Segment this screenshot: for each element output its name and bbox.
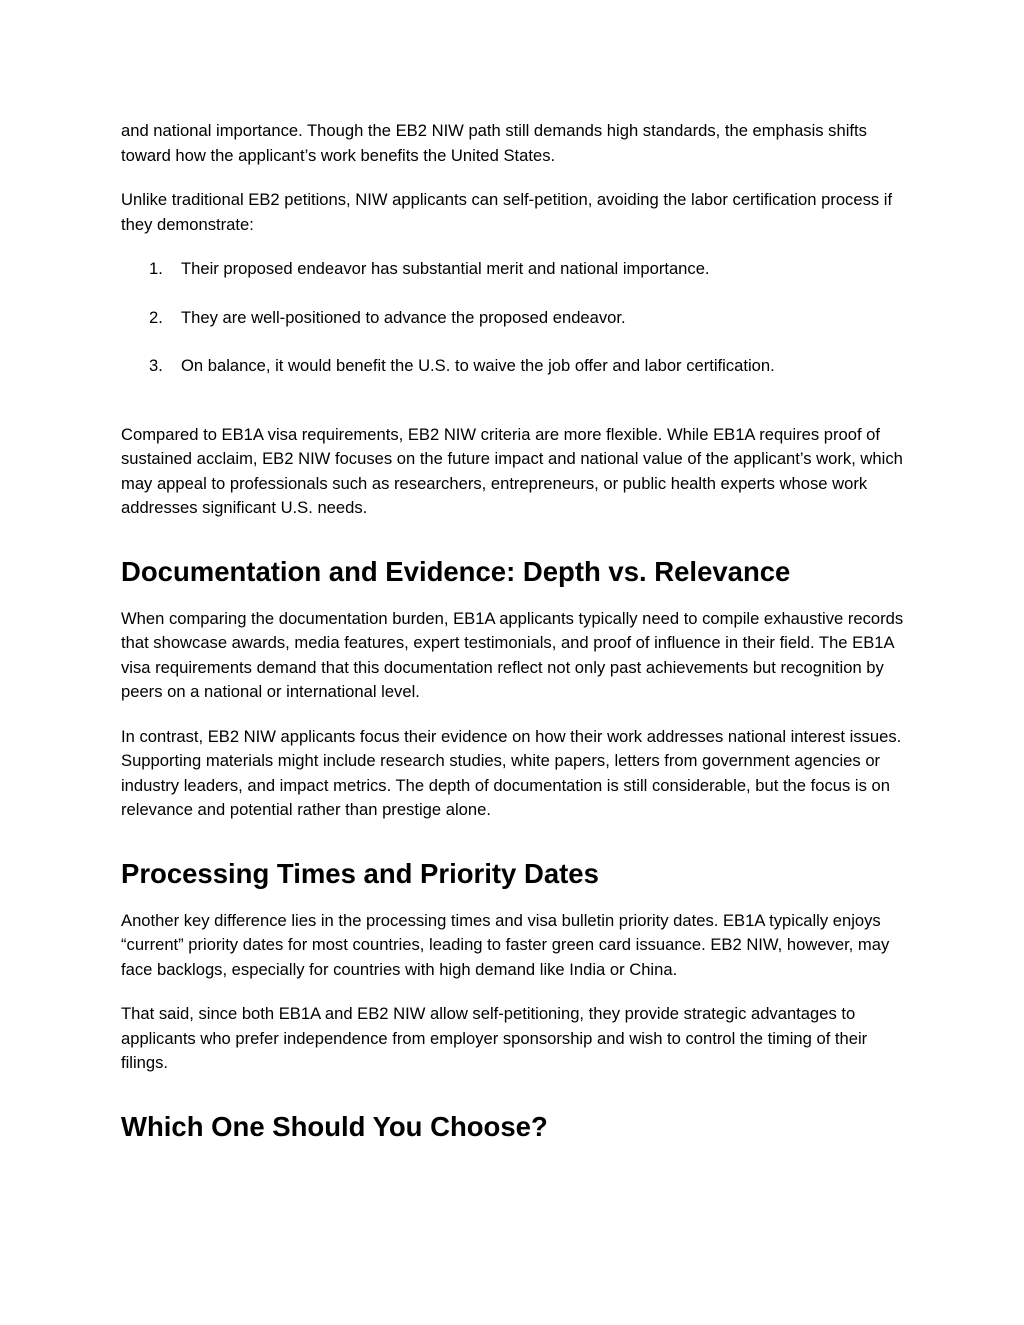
list-item	[121, 257, 911, 282]
document-page	[121, 119, 911, 1143]
heading-which-to-choose: Which One Should You Choose?	[121, 1110, 548, 1142]
heading-documentation: Documentation and Evidence: Depth vs. Relevance	[121, 555, 791, 587]
heading-processing-times: Processing Times and Priority Dates	[121, 857, 599, 889]
list-item-number: 1.	[149, 259, 163, 278]
paragraph-niw-self-petition: Unlike traditional EB2 petitions, NIW applicants can self-petition, avoiding the labor certification process if they demonstrate:	[121, 190, 893, 234]
paragraph-comparison: Compared to EB1A visa requirements, EB2 NIW criteria are more flexible. While EB1A requires proof of sustained acclaim, EB2 NIW focuses on the future impact and national value of the applicant’s work, which may appeal to professionals such as researchers, entrepreneurs, or public health experts whose work addresses significant U.S. needs.	[121, 424, 903, 517]
paragraph-self-petitioning: That said, since both EB1A and EB2 NIW allow self-petitioning, they provide strategic advantages to applicants who prefer independence from employer sponsorship and wish to control the timing of their filings.	[121, 1004, 868, 1072]
list-item	[121, 354, 911, 379]
paragraph-processing-difference: Another key difference lies in the processing times and visa bulletin priority dates. EB1A typically enjoys “current” priority dates for most countries, leading to faster green card issuance. EB2 NIW, however, may face backlogs, especially for countries with high demand like India or China.	[121, 910, 890, 979]
list-item-text: On balance, it would benefit the U.S. to waive the job offer and labor certification.	[181, 356, 775, 375]
list-item-number: 3.	[149, 356, 163, 375]
list-item-text: Their proposed endeavor has substantial merit and national importance.	[181, 259, 710, 278]
niw-criteria-list	[121, 257, 911, 379]
list-item-text: They are well-positioned to advance the proposed endeavor.	[181, 307, 626, 327]
list-item-number: 2.	[149, 307, 163, 327]
paragraph-intro-continuation: and national importance. Though the EB2 NIW path still demands high standards, the emphasis shifts toward how the applicant’s work benefits the United States.	[121, 121, 867, 165]
paragraph-eb2-documentation: In contrast, EB2 NIW applicants focus their evidence on how their work addresses national interest issues. Supporting materials might include research studies, white papers, letters from government agencies or industry leaders, and impact metrics. The depth of documentation is still considerable, but the focus is on relevance and potential rather than prestige alone.	[121, 726, 902, 819]
paragraph-eb1a-documentation: When comparing the documentation burden, EB1A applicants typically need to compile exhaustive records that showcase awards, media features, expert testimonials, and proof of influence in their field. The EB1A visa requirements demand that this documentation reflect not only past achievements but recognition by peers on a national or international level.	[121, 608, 904, 701]
list-item	[121, 306, 911, 331]
